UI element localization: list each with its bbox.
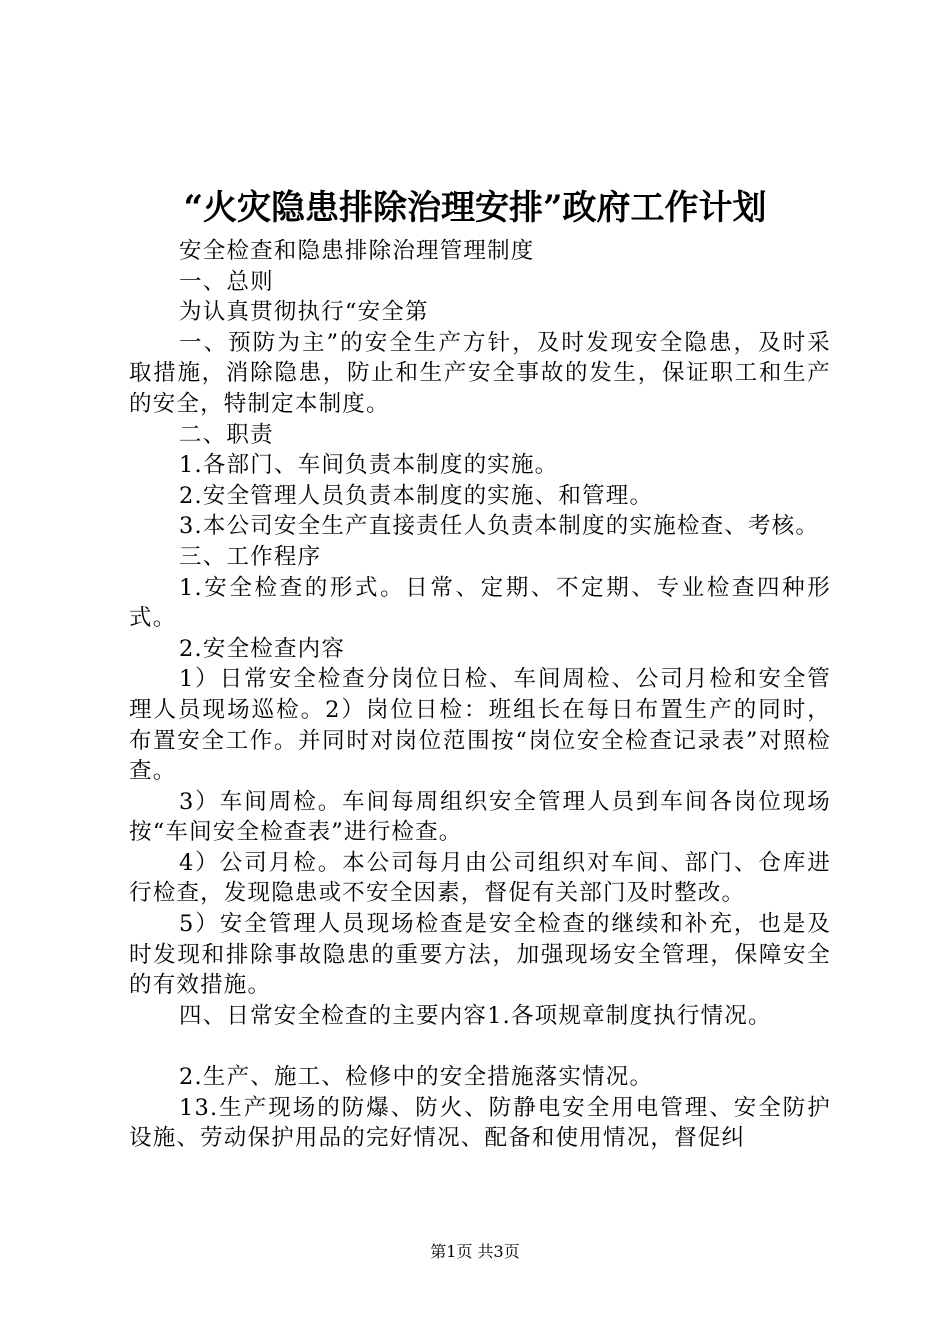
paragraph-procedure-1: 1.安全检查的形式。日常、定期、不定期、专业检查四种形式。: [129, 574, 831, 632]
paragraph-section-3-heading: 三、工作程序: [179, 543, 322, 570]
paragraph-intro-part-1: 为认真贯彻执行“安全第: [179, 299, 429, 326]
paragraph-section-1-heading: 一、总则: [179, 268, 274, 295]
document-body: [129, 236, 831, 1154]
paragraph-spacer: [129, 1031, 831, 1062]
paragraph-intro-part-2: 一、预防为主”的安全生产方针，及时发现安全隐患，及时采取措施，消除隐患，防止和生产安全事故的发生，保证职工和生产的安全，特制定本制度。: [129, 329, 831, 417]
paragraph-duty-2: 2.安全管理人员负责本制度的实施、和管理。: [179, 482, 654, 509]
paragraph-check-monthly: 4）公司月检。本公司每月由公司组织对车间、部门、仓库进行检查，发现隐患或不安全因素，督促有关部门及时整改。: [129, 849, 831, 907]
document-title: “火灾隐患排除治理安排”政府工作计划: [183, 188, 767, 228]
paragraph-content-13: 13.生产现场的防爆、防火、防静电安全用电管理、安全防护设施、劳动保护用品的完好情况、配备和使用情况，督促纠: [129, 1094, 831, 1152]
paragraph-procedure-2: 2.安全检查内容: [179, 635, 346, 662]
paragraph-section-4-heading: 四、日常安全检查的主要内容1.各项规章制度执行情况。: [179, 1002, 772, 1029]
paragraph-duty-1: 1.各部门、车间负责本制度的实施。: [179, 452, 559, 479]
paragraph-duty-3: 3.本公司安全生产直接责任人负责本制度的实施检查、考核。: [179, 513, 820, 540]
paragraph-check-weekly: 3）车间周检。车间每周组织安全管理人员到车间各岗位现场按“车间安全检查表”进行检查。: [129, 788, 831, 846]
paragraph-content-2: 2.生产、施工、检修中的安全措施落实情况。: [179, 1064, 654, 1091]
page-number-footer: 第1页 共3页: [430, 1242, 520, 1261]
paragraph-check-onsite: 5）安全管理人员现场检查是安全检查的继续和补充，也是及时发现和排除事故隐患的重要方法，加强现场安全管理，保障安全的有效措施。: [129, 911, 831, 999]
paragraph-system-name: 安全检查和隐患排除治理管理制度: [179, 238, 535, 264]
paragraph-section-2-heading: 二、职责: [179, 421, 274, 448]
paragraph-check-daily: 1）日常安全检查分岗位日检、车间周检、公司月检和安全管理人员现场巡检。2）岗位日检：班组长在每日布置生产的同时，布置安全工作。并同时对岗位范围按“岗位安全检查记录表”对照检查。: [129, 666, 831, 785]
